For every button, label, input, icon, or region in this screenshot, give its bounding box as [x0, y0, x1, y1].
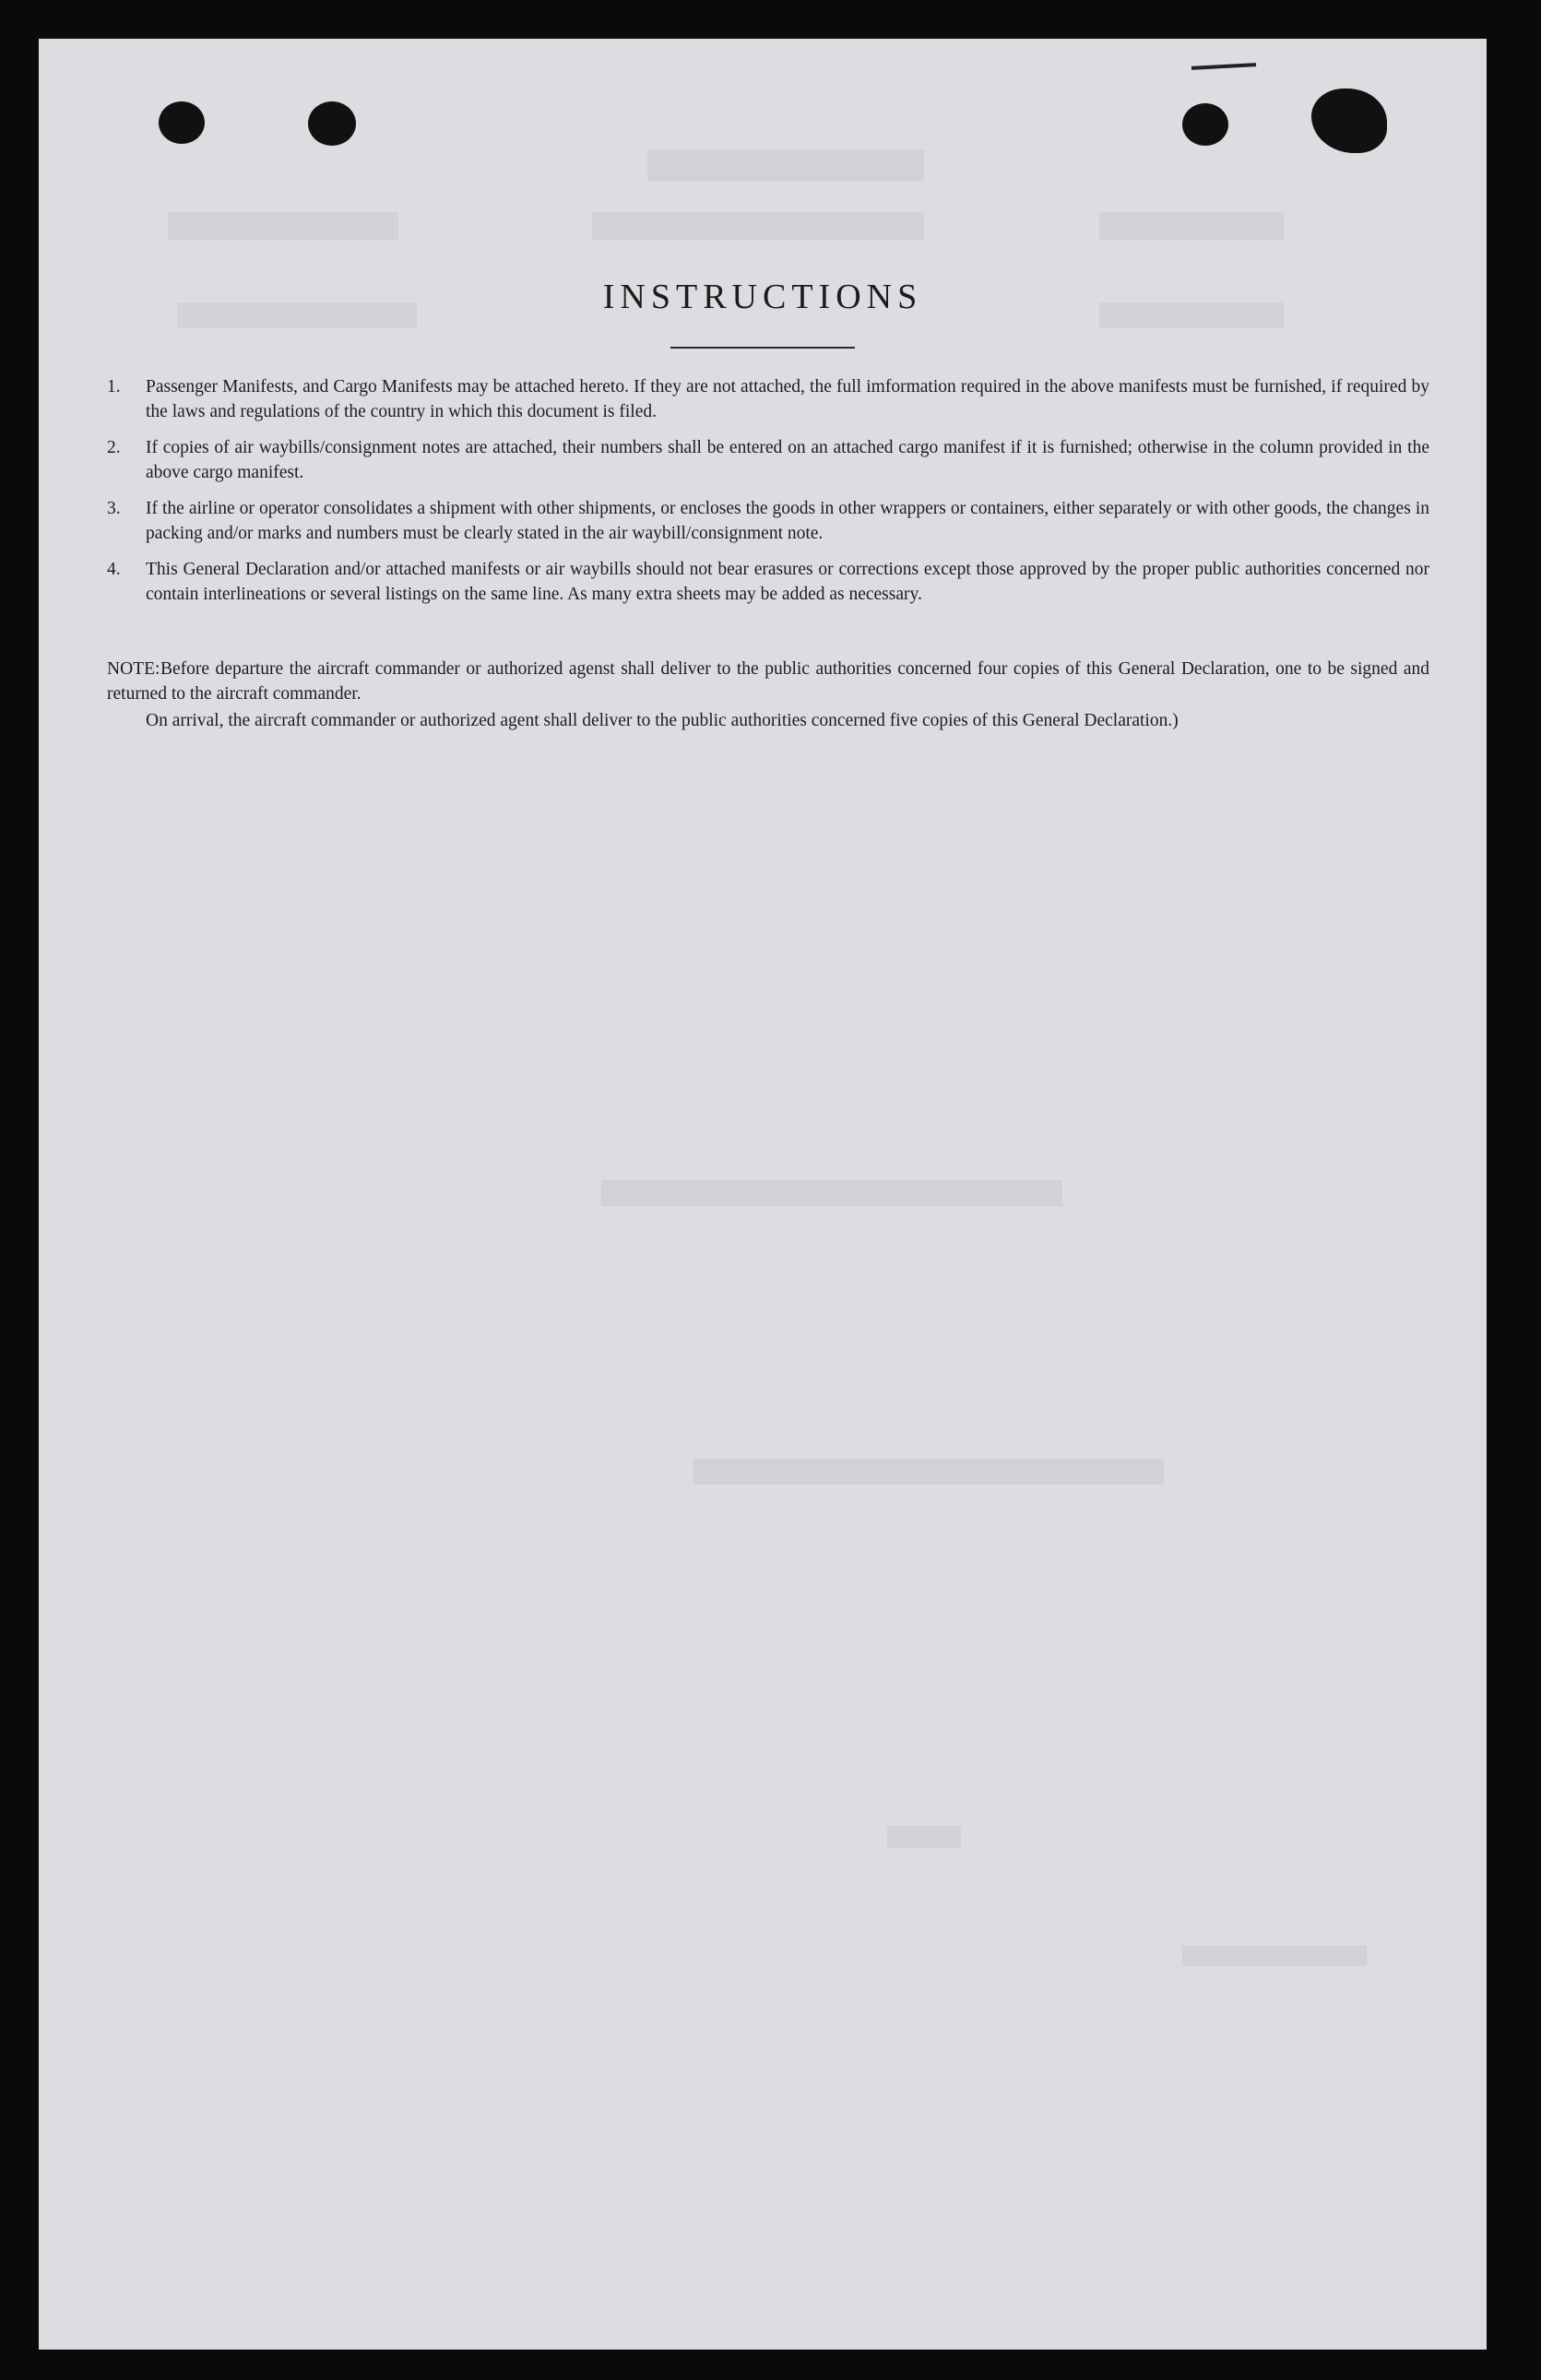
bleed-through-mark: [168, 212, 398, 240]
bleed-through-mark: [601, 1180, 1062, 1206]
bleed-through-mark: [647, 149, 924, 181]
bleed-through-mark: [887, 1826, 961, 1848]
staple-mark: [1191, 63, 1256, 70]
note-text-2: On arrival, the aircraft commander or authorized agent shall deliver to the public authorities concerned five copies of this General Declaration.): [146, 711, 1179, 730]
punch-hole-right-2: [1311, 89, 1387, 153]
punch-hole-left-2: [308, 101, 356, 146]
instruction-text: This General Declaration and/or attached manifests or air waybills should not bear erasures or corrections except those approved by the proper public authorities concerned nor contain interlineations or several listings on the same line. As many extra sheets may be added as necessary.: [146, 560, 1429, 604]
instruction-item: [107, 557, 1429, 607]
instruction-item: [107, 435, 1429, 485]
instruction-item: [107, 374, 1429, 424]
page-title: INSTRUCTIONS: [602, 278, 923, 316]
instruction-number: 2.: [107, 438, 121, 457]
instruction-text: If the airline or operator consolidates a shipment with other shipments, or encloses the goods in other wrappers or containers, either separately or with other goods, the changes in packing and/or marks and numbers must be clearly stated in the air waybill/consignment note.: [146, 499, 1429, 543]
note-paragraph: [146, 708, 1429, 733]
instruction-text: Passenger Manifests, and Cargo Manifests may be attached hereto. If they are not attached, the full imformation required in the above manifests must be furnished, if required by the laws and regulations of the country in which this document is filed.: [146, 377, 1429, 421]
bleed-through-mark: [592, 212, 924, 240]
instruction-text: If copies of air waybills/consignment notes are attached, their numbers shall be entered on an attached cargo manifest if it is furnished; otherwise in the column provided in the above cargo manifest.: [146, 438, 1429, 482]
punch-hole-left-1: [159, 101, 205, 144]
note-block: [107, 657, 1429, 735]
instruction-number: 1.: [107, 377, 121, 397]
document-page: [39, 39, 1487, 2350]
note-label: NOTE:: [107, 659, 160, 679]
bleed-through-mark: [693, 1459, 1164, 1485]
instruction-item: [107, 496, 1429, 546]
instructions-list: [107, 374, 1429, 618]
bleed-through-mark: [1099, 212, 1284, 240]
punch-hole-right-1: [1182, 103, 1228, 146]
note-text-1: Before departure the aircraft commander or authorized agenst shall deliver to the public authorities concerned four copies of this General Declaration, one to be signed and returned to the aircraft commander.: [107, 659, 1429, 704]
bleed-through-mark: [1182, 1946, 1367, 1966]
instruction-number: 4.: [107, 560, 121, 579]
note-paragraph: [107, 657, 1429, 706]
instruction-number: 3.: [107, 499, 121, 518]
title-underline: [670, 347, 855, 349]
